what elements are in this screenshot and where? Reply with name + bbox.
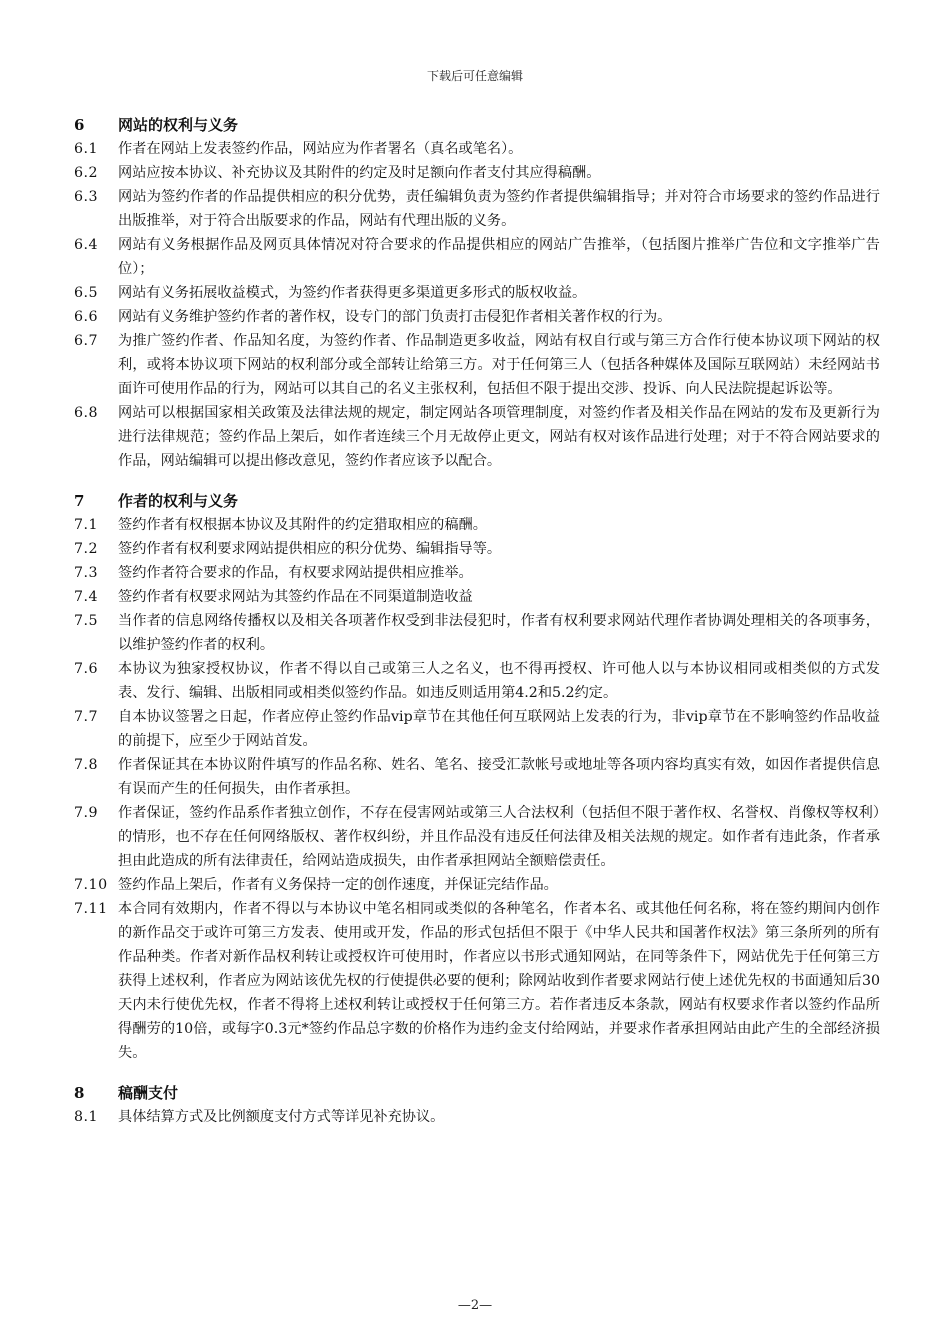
clause: [74, 705, 880, 753]
clause-text: 网站应按本协议、补充协议及其附件的约定及时足额向作者支付其应得稿酬。: [118, 165, 601, 181]
section-heading: [74, 113, 880, 137]
clause: [74, 233, 880, 281]
clause-number: 7.5: [74, 613, 99, 629]
clause-number: 7.8: [74, 757, 99, 773]
clause-number: 7.10: [74, 877, 108, 893]
page-header: 下载后可任意编辑: [426, 69, 523, 83]
clause-number: 7.4: [74, 589, 99, 605]
clause-text: 网站有义务根据作品及网页具体情况对符合要求的作品提供相应的网站广告推举，（包括图片推举广告位和文字推举广告位）；: [118, 237, 880, 277]
clause-text: 具体结算方式及比例额度支付方式等详见补充协议。: [118, 1109, 445, 1125]
clause-number: 6.2: [74, 165, 99, 181]
clause: [74, 873, 880, 897]
clause-text: 当作者的信息网络传播权以及相关各项著作权受到非法侵犯时，作者有权利要求网站代理作者协调处理相关的各项事务，以维护签约作者的权利。: [118, 613, 880, 653]
document-body: [74, 113, 880, 1129]
section-number: 6: [74, 116, 85, 134]
clause-number: 6.7: [74, 333, 99, 349]
clause: [74, 801, 880, 873]
section-title: 稿酬支付: [118, 1084, 179, 1102]
clause-number: 7.7: [74, 709, 99, 725]
clause-text: 签约作者符合要求的作品，有权要求网站提供相应推举。: [118, 565, 473, 581]
clause: [74, 401, 880, 473]
clause: [74, 897, 880, 1065]
clause-text: 网站有义务拓展收益模式，为签约作者获得更多渠道更多形式的版权收益。: [118, 285, 587, 301]
clause-text: 网站可以根据国家相关政策及法律法规的规定，制定网站各项管理制度，对签约作者及相关作品在网站的发布及更新行为进行法律规范；签约作品上架后，如作者连续三个月无故停止更文，网站有权对该作品进行处理；对于不符合网站要求的作品，网站编辑可以提出修改意见，签约作者应该予以配合。: [118, 405, 880, 469]
clause-text: 网站为签约作者的作品提供相应的积分优势，责任编辑负责为签约作者提供编辑指导；并对符合市场要求的签约作品进行出版推举，对于符合出版要求的作品，网站有代理出版的义务。: [118, 189, 880, 229]
clause-text: 为推广签约作者、作品知名度，为签约作者、作品制造更多收益，网站有权自行或与第三方合作行使本协议项下网站的权利，或将本协议项下网站的权利部分或全部转让给第三方。对于任何第三人（包括各种媒体及国际互联网站）未经网站书面许可使用作品的行为，网站可以其自己的名义主张权利，包括但不限于提出交涉、投诉、向人民法院提起诉讼等。: [118, 333, 880, 397]
clause-number: 7.6: [74, 661, 99, 677]
clause-text: 作者保证其在本协议附件填写的作品名称、姓名、笔名、接受汇款帐号或地址等各项内容均真实有效，如因作者提供信息有误而产生的任何损失，由作者承担。: [118, 757, 880, 797]
clause: [74, 281, 880, 305]
section-spacer: [74, 473, 880, 489]
section-number: 7: [74, 492, 85, 510]
clause-number: 6.6: [74, 309, 99, 325]
clause-text: 本协议为独家授权协议，作者不得以自己或第三人之名义，也不得再授权、许可他人以与本协议相同或相类似的方式发表、发行、编辑、出版相同或相类似签约作品。如违反则适用第4.2和5.2约定。: [118, 661, 880, 701]
clause-number: 7.9: [74, 805, 99, 821]
clause-number: 7.3: [74, 565, 99, 581]
clause: [74, 161, 880, 185]
clause-text: 自本协议签署之日起，作者应停止签约作品vip章节在其他任何互联网站上发表的行为，非vip章节在不影响签约作品收益的前提下，应至少于网站首发。: [118, 709, 880, 749]
clause-number: 7.1: [74, 517, 99, 533]
clause: [74, 1105, 880, 1129]
clause: [74, 305, 880, 329]
clause: [74, 137, 880, 161]
clause-number: 6.8: [74, 405, 99, 421]
clause: [74, 753, 880, 801]
section-title: 网站的权利与义务: [118, 116, 239, 134]
section-heading: [74, 1081, 880, 1105]
clause-number: 6.5: [74, 285, 99, 301]
clause-text: 本合同有效期内，作者不得以与本协议中笔名相同或类似的各种笔名，作者本名、或其他任何名称，将在签约期间内创作的新作品交于或许可第三方发表、使用或开发，作品的形式包括但不限于《中华人民共和国著作权法》第三条所列的所有作品种类。作者对新作品权利转让或授权许可使用时，作者应以书形式通知网站，在同等条件下，网站优先于任何第三方获得上述权利，作者应为网站该优先权的行使提供必要的便利；除网站收到作者要求网站行使上述优先权的书面通知后30天内未行使优先权，作者不得将上述权利转让或授权于任何第三方。若作者违反本条款，网站有权要求作者以签约作品所得酬劳的10倍，或每字0.3元*签约作品总字数的价格作为违约金支付给网站，并要求作者承担网站由此产生的全部经济损失。: [118, 901, 880, 1061]
section-number: 8: [74, 1084, 85, 1102]
clause-text: 作者在网站上发表签约作品，网站应为作者署名（真名或笔名）。: [118, 141, 523, 157]
clause: [74, 185, 880, 233]
clause-text: 签约作者有权利要求网站提供相应的积分优势、编辑指导等。: [118, 541, 502, 557]
clause: [74, 609, 880, 657]
clause-text: 签约作者有权根据本协议及其附件的约定猎取相应的稿酬。: [118, 517, 487, 533]
clause-number: 6.1: [74, 141, 99, 157]
page-number: —2—: [457, 1298, 493, 1313]
section-title: 作者的权利与义务: [118, 492, 239, 510]
clause-number: 8.1: [74, 1109, 99, 1125]
clause: [74, 513, 880, 537]
clause-number: 6.3: [74, 189, 99, 205]
clause: [74, 585, 880, 609]
clause: [74, 329, 880, 401]
clause-text: 网站有义务维护签约作者的著作权，设专门的部门负责打击侵犯作者相关著作权的行为。: [118, 309, 672, 325]
clause: [74, 657, 880, 705]
clause-number: 6.4: [74, 237, 99, 253]
clause-text: 签约作品上架后，作者有义务保持一定的创作速度，并保证完结作品。: [118, 877, 558, 893]
clause-text: 作者保证，签约作品系作者独立创作，不存在侵害网站或第三人合法权利（包括但不限于著作权、名誉权、肖像权等权利）的情形，也不存在任何网络版权、著作权纠纷，并且作品没有违反任何法律及相关法规的规定。如作者有违此条，作者承担由此造成的所有法律责任，给网站造成损失，由作者承担网站全额赔偿责任。: [118, 805, 880, 869]
section-heading: [74, 489, 880, 513]
section-spacer: [74, 1065, 880, 1081]
clause-text: 签约作者有权要求网站为其签约作品在不同渠道制造收益: [118, 589, 473, 605]
clause: [74, 561, 880, 585]
clause: [74, 537, 880, 561]
clause-number: 7.2: [74, 541, 99, 557]
clause-number: 7.11: [74, 901, 108, 917]
